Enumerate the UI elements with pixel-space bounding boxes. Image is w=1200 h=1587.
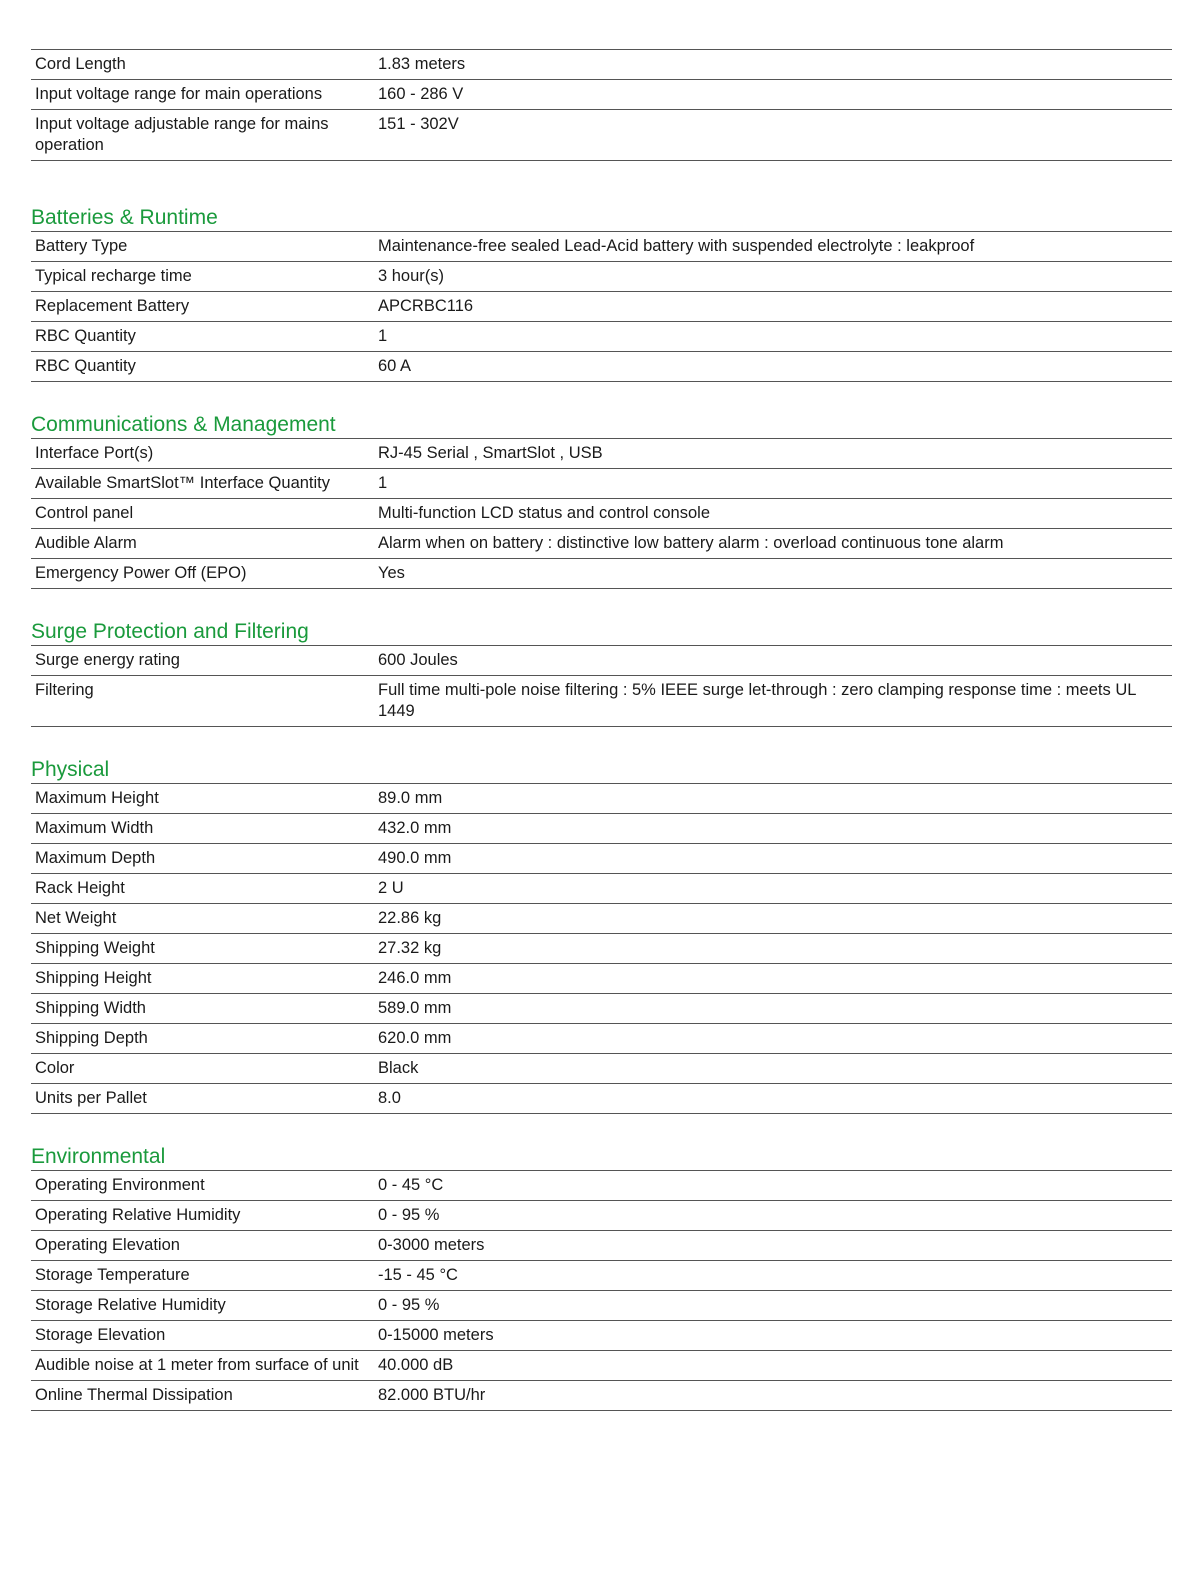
spec-label: Maximum Width (31, 814, 374, 844)
spec-label: Online Thermal Dissipation (31, 1381, 374, 1411)
spec-label: Color (31, 1054, 374, 1084)
spec-label: Operating Relative Humidity (31, 1201, 374, 1231)
spec-value: 589.0 mm (374, 994, 1172, 1024)
section-environmental (31, 1144, 1172, 1411)
table-row (31, 1084, 1172, 1114)
table-row (31, 994, 1172, 1024)
spec-value: Yes (374, 559, 1172, 589)
spec-label: Input voltage adjustable range for mains operation (31, 110, 374, 161)
spec-label: Input voltage range for main operations (31, 80, 374, 110)
table-row (31, 1054, 1172, 1084)
table-row (31, 499, 1172, 529)
spec-value: 60 A (374, 352, 1172, 382)
spec-label: Typical recharge time (31, 262, 374, 292)
spec-label: Shipping Height (31, 964, 374, 994)
section-title: Batteries & Runtime (31, 206, 218, 229)
spec-sheet (31, 49, 1172, 1441)
spec-label: Rack Height (31, 874, 374, 904)
spec-value: Alarm when on battery : distinctive low battery alarm : overload continuous tone alarm (374, 529, 1172, 559)
spec-table (31, 1170, 1172, 1411)
spec-label: Maximum Depth (31, 844, 374, 874)
spec-value: 3 hour(s) (374, 262, 1172, 292)
table-row (31, 964, 1172, 994)
spec-value: 82.000 BTU/hr (374, 1381, 1172, 1411)
spec-value: APCRBC116 (374, 292, 1172, 322)
table-row (31, 1321, 1172, 1351)
table-row (31, 352, 1172, 382)
table-row (31, 1231, 1172, 1261)
section-power-cord (31, 49, 1172, 161)
spec-label: Storage Temperature (31, 1261, 374, 1291)
spec-table (31, 231, 1172, 382)
spec-value: 432.0 mm (374, 814, 1172, 844)
table-row (31, 814, 1172, 844)
table-row (31, 292, 1172, 322)
table-row (31, 784, 1172, 814)
spec-value: Full time multi-pole noise filtering : 5% IEEE surge let-through : zero clamping response time : meets UL 1449 (374, 676, 1172, 727)
section-title: Surge Protection and Filtering (31, 620, 309, 643)
spec-table (31, 645, 1172, 727)
table-row (31, 874, 1172, 904)
spec-value: Black (374, 1054, 1172, 1084)
spec-label: Emergency Power Off (EPO) (31, 559, 374, 589)
table-row (31, 904, 1172, 934)
table-row (31, 1171, 1172, 1201)
spec-label: Operating Elevation (31, 1231, 374, 1261)
table-row (31, 322, 1172, 352)
spec-value: 1.83 meters (374, 50, 1172, 80)
spec-value: 89.0 mm (374, 784, 1172, 814)
spec-label: Shipping Weight (31, 934, 374, 964)
table-row (31, 80, 1172, 110)
spec-label: Audible Alarm (31, 529, 374, 559)
spec-value: 160 - 286 V (374, 80, 1172, 110)
table-row (31, 1381, 1172, 1411)
table-row (31, 262, 1172, 292)
table-row (31, 934, 1172, 964)
section-physical (31, 757, 1172, 1114)
spec-label: Operating Environment (31, 1171, 374, 1201)
spec-value: 2 U (374, 874, 1172, 904)
spec-value: 40.000 dB (374, 1351, 1172, 1381)
spec-value: -15 - 45 °C (374, 1261, 1172, 1291)
section-batteries-runtime (31, 205, 1172, 382)
spec-label: Units per Pallet (31, 1084, 374, 1114)
section-communications-management (31, 412, 1172, 589)
table-row (31, 844, 1172, 874)
spec-value: 151 - 302V (374, 110, 1172, 161)
spec-label: Cord Length (31, 50, 374, 80)
table-row (31, 1201, 1172, 1231)
spec-label: Filtering (31, 676, 374, 727)
spec-value: Maintenance-free sealed Lead-Acid battery with suspended electrolyte : leakproof (374, 232, 1172, 262)
spec-label: Shipping Width (31, 994, 374, 1024)
spec-label: Battery Type (31, 232, 374, 262)
table-row (31, 559, 1172, 589)
spec-label: Available SmartSlot™ Interface Quantity (31, 469, 374, 499)
table-row (31, 646, 1172, 676)
table-row (31, 1291, 1172, 1321)
spec-value: Multi-function LCD status and control console (374, 499, 1172, 529)
spec-label: Audible noise at 1 meter from surface of unit (31, 1351, 374, 1381)
section-title: Communications & Management (31, 413, 336, 436)
spec-table (31, 49, 1172, 161)
spec-label: Net Weight (31, 904, 374, 934)
table-row (31, 50, 1172, 80)
spec-value: 0 - 95 % (374, 1291, 1172, 1321)
table-row (31, 1261, 1172, 1291)
section-title: Physical (31, 758, 110, 781)
spec-label: Shipping Depth (31, 1024, 374, 1054)
table-row (31, 529, 1172, 559)
spec-value: 0-15000 meters (374, 1321, 1172, 1351)
section-title: Environmental (31, 1145, 166, 1168)
spec-value: 490.0 mm (374, 844, 1172, 874)
spec-value: 246.0 mm (374, 964, 1172, 994)
spec-value: 27.32 kg (374, 934, 1172, 964)
spec-label: Interface Port(s) (31, 439, 374, 469)
spec-table (31, 438, 1172, 589)
spec-value: 1 (374, 322, 1172, 352)
spec-value: 8.0 (374, 1084, 1172, 1114)
spec-value: 22.86 kg (374, 904, 1172, 934)
table-row (31, 439, 1172, 469)
spec-label: Control panel (31, 499, 374, 529)
table-row (31, 676, 1172, 727)
spec-table (31, 783, 1172, 1114)
spec-label: Replacement Battery (31, 292, 374, 322)
spec-label: Maximum Height (31, 784, 374, 814)
table-row (31, 1024, 1172, 1054)
table-row (31, 232, 1172, 262)
spec-value: 0 - 45 °C (374, 1171, 1172, 1201)
section-surge-protection (31, 619, 1172, 727)
table-row (31, 1351, 1172, 1381)
table-row (31, 110, 1172, 161)
spec-label: RBC Quantity (31, 322, 374, 352)
spec-label: Storage Relative Humidity (31, 1291, 374, 1321)
spec-value: 0 - 95 % (374, 1201, 1172, 1231)
spec-label: Surge energy rating (31, 646, 374, 676)
spec-value: 1 (374, 469, 1172, 499)
spec-value: 620.0 mm (374, 1024, 1172, 1054)
spec-value: 600 Joules (374, 646, 1172, 676)
spec-label: RBC Quantity (31, 352, 374, 382)
spec-value: RJ-45 Serial , SmartSlot , USB (374, 439, 1172, 469)
spec-value: 0-3000 meters (374, 1231, 1172, 1261)
table-row (31, 469, 1172, 499)
spec-label: Storage Elevation (31, 1321, 374, 1351)
